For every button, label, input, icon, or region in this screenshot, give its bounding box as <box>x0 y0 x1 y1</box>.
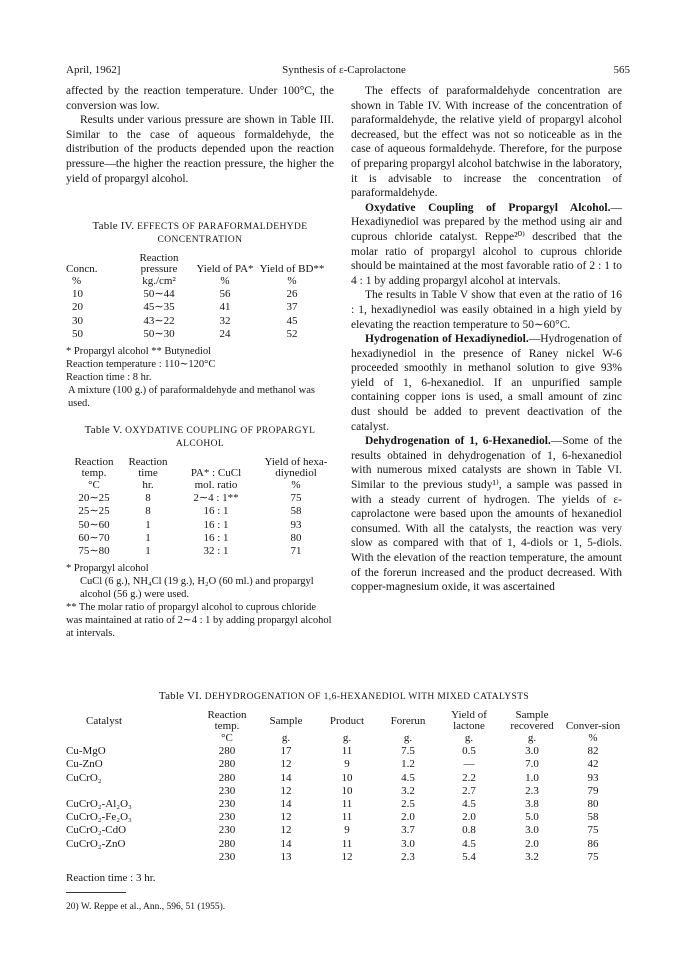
table-iv-col-pressure: Reaction pressure <box>139 252 179 275</box>
table-vi-col-catalyst: Catalyst <box>86 714 123 727</box>
table-cell: 9 <box>344 824 350 837</box>
table-cell: 2.2 <box>462 771 476 784</box>
table-iv <box>66 253 326 341</box>
right-paragraph-4 <box>351 332 622 434</box>
table-cell: CuCrO₂-CdO <box>66 824 127 837</box>
table-cell: 3.8 <box>525 798 539 811</box>
right-paragraph-3: The results in Table V show that even at the ratio of 16 : 1, hexadiynediol was easily obtained in a high yield by elevating the reaction temperature to 50∼60°C. <box>351 289 622 331</box>
table-cell: 2.0 <box>525 837 539 850</box>
table-vi-col-temp: Reaction temp. <box>207 709 247 732</box>
table-cell: 12 <box>280 824 292 837</box>
table-cell: 11 <box>341 798 353 811</box>
table-row <box>66 798 622 811</box>
table-row <box>66 328 326 341</box>
table-cell: CuCrO₂-Fe₂O₃ <box>66 811 132 824</box>
table-cell: 280 <box>218 745 236 758</box>
table-row <box>66 758 622 771</box>
section-heading-dehydrogenation: Dehydrogenation of 1, 6-Hexanediol. <box>365 435 551 448</box>
table-iv-unit: % <box>220 275 230 287</box>
table-cell: 5.0 <box>525 811 539 824</box>
table-cell: 20∼25 <box>78 492 110 505</box>
table-vi-unit: g. <box>342 732 352 744</box>
table-cell: 7.0 <box>525 758 539 771</box>
table-cell: 75 <box>587 850 599 863</box>
table-cell: Cu-ZnO <box>66 758 103 771</box>
table-cell: 32 : 1 <box>203 545 229 558</box>
table-cell: 30 <box>72 314 83 327</box>
table-row <box>66 811 622 824</box>
table-cell: 20 <box>72 301 83 314</box>
table-cell: 1 <box>145 531 151 544</box>
table-cell: 41 <box>219 301 231 314</box>
table-iv-col-pa: Yield of PA* <box>196 263 254 275</box>
table-cell: 0.8 <box>462 824 476 837</box>
table-cell: 3.7 <box>401 824 415 837</box>
table-cell: 4.5 <box>462 837 476 850</box>
table-cell: 32 <box>219 314 231 327</box>
table-cell: 5.4 <box>462 850 476 863</box>
running-header-title: Synthesis of ε-Caprolactone <box>282 64 406 76</box>
table-v-label: Table V. <box>84 424 123 436</box>
table-vi-block <box>66 690 622 885</box>
table-cell: 11 <box>341 745 353 758</box>
table-cell: 3.0 <box>525 745 539 758</box>
table-cell: 8 <box>145 505 151 518</box>
table-v-header-row <box>66 457 334 479</box>
table-vi-unit: g. <box>403 732 413 744</box>
table-iv-caption: EFFECTS OF PARAFORMALDEHYDE CONCENTRATION <box>137 222 308 245</box>
table-v-col-temp: Reaction temp. <box>74 456 114 479</box>
table-cell: 12 <box>280 811 292 824</box>
table-iv-units-row <box>66 275 326 288</box>
table-row <box>66 519 334 532</box>
table-cell: 0.5 <box>462 745 476 758</box>
table-cell: 1.2 <box>401 758 415 771</box>
table-cell: 14 <box>280 837 292 850</box>
table-cell: 80 <box>587 798 599 811</box>
table-cell: 16 : 1 <box>203 505 229 518</box>
table-vi-note: Reaction time : 3 hr. <box>66 872 156 885</box>
table-v-note: * Propargyl alcohol <box>66 563 149 575</box>
table-row <box>66 301 326 314</box>
table-cell: 75 <box>290 492 302 505</box>
table-cell: 24 <box>219 327 231 340</box>
right-column-text <box>351 84 622 595</box>
table-cell: CuCrO₂-ZnO <box>66 837 126 850</box>
left-paragraph-2: Results under various pressure are shown in Table III. Similar to the case of aqueous formaldehyde, the distribution of the products depended upon the reaction pressure—the higher the reaction pressure, the higher the yield of propargyl alcohol. <box>66 114 334 185</box>
table-cell: 2.3 <box>401 850 415 863</box>
table-cell: 9 <box>344 758 350 771</box>
table-cell: 45∼35 <box>143 301 175 314</box>
table-cell: 230 <box>218 850 236 863</box>
table-v-caption: OXYDATIVE COUPLING OF PROPARGYL ALCOHOL <box>125 426 316 449</box>
table-cell: 93 <box>587 771 599 784</box>
table-cell: 45 <box>286 314 298 327</box>
table-cell: 25∼25 <box>78 505 110 518</box>
table-cell: 3.0 <box>401 837 415 850</box>
table-cell: 58 <box>587 811 599 824</box>
running-header-date: April, 1962] <box>66 64 121 76</box>
table-cell: 86 <box>587 837 599 850</box>
table-vi-unit <box>66 732 198 745</box>
table-cell <box>66 785 198 798</box>
section-heading-coupling: Oxydative Coupling of Propargyl Alcohol. <box>365 201 611 214</box>
table-iv-label: Table IV. <box>92 220 135 232</box>
table-cell: 2.3 <box>525 784 539 797</box>
section-heading-hydrogenation: Hydrogenation of Hexadiynediol. <box>365 333 529 346</box>
table-v-unit: °C <box>88 479 100 491</box>
table-cell <box>66 851 198 864</box>
table-cell: 230 <box>218 811 236 824</box>
table-cell: 93 <box>290 518 302 531</box>
table-vi-unit: °C <box>221 732 233 744</box>
right-paragraph-1: The effects of paraformaldehyde concentration are shown in Table IV. With increase of the concentration of paraformaldehyde, the relative yield of propargyl alcohol decreased, but the effect was not so noticeable as in the case of aqueous formaldehyde. Therefore, for the purpose of preparing propargyl alcohol batchwise in the laboratory, it is advisable to increase the concentration of paraformaldehyde. <box>351 85 622 200</box>
right-paragraph-5 <box>351 434 622 595</box>
table-cell: 12 <box>341 850 353 863</box>
table-cell: 10 <box>72 288 83 301</box>
table-cell: 3.0 <box>525 824 539 837</box>
footnote-rule <box>66 892 126 893</box>
table-cell: 58 <box>290 505 302 518</box>
right-paragraph-4-body: —Hydrogenation of hexadiynediol in the presence of Raney nickel W-6 proceeded smoothly in methanol solution to give 93% yield of 1, 6-hexanediol. If an unpurified sample containing copper ions is used, a small amount of zinc dust should be added to prevent deactivation of the catalyst. <box>351 333 622 433</box>
table-cell: 12 <box>280 784 292 797</box>
table-vi-header-row <box>66 710 622 732</box>
left-column-text <box>66 84 334 186</box>
table-cell: 4.5 <box>462 798 476 811</box>
table-iv-unit: % <box>287 275 297 287</box>
table-cell: 50∼30 <box>143 327 175 340</box>
table-v-col-ratio: PA* : CuCl <box>190 467 242 479</box>
table-cell: 43∼22 <box>143 314 175 327</box>
table-cell: 280 <box>218 771 236 784</box>
table-cell: 50∼60 <box>78 518 110 531</box>
table-cell: 37 <box>286 301 298 314</box>
table-iv-title <box>66 220 334 247</box>
table-cell: 52 <box>286 327 298 340</box>
table-cell: 8 <box>145 492 151 505</box>
table-row <box>66 772 622 785</box>
table-iv-unit: kg./cm² <box>142 275 176 287</box>
table-row <box>66 545 334 558</box>
table-vi-unit: g. <box>464 732 474 744</box>
table-cell: 10 <box>341 771 353 784</box>
table-cell: 2.0 <box>401 811 415 824</box>
table-cell: 11 <box>341 811 353 824</box>
table-cell: 230 <box>218 784 236 797</box>
table-cell: 2.7 <box>462 784 476 797</box>
table-cell: 42 <box>587 758 599 771</box>
table-iv-notes <box>66 345 334 410</box>
table-vi-col-recovered: Sample recovered <box>510 709 554 732</box>
table-iv-note: * Propargyl alcohol ** Butynediol <box>66 346 212 358</box>
table-vi-label: Table VI. <box>158 690 202 702</box>
table-cell: 2∼4 : 1** <box>193 492 239 505</box>
table-cell: 82 <box>587 745 599 758</box>
table-cell: 50∼44 <box>143 288 175 301</box>
table-v-block <box>66 424 334 640</box>
table-vi-col-lactone: Yield of lactone <box>451 709 487 732</box>
table-row <box>66 532 334 545</box>
table-row <box>66 745 622 758</box>
table-iv-col-bd: Yield of BD** <box>259 263 325 275</box>
table-cell: 75 <box>587 824 599 837</box>
table-iv-block <box>66 220 334 410</box>
table-cell: 280 <box>218 837 236 850</box>
table-cell: 26 <box>286 288 298 301</box>
table-v <box>66 457 334 558</box>
table-cell: 16 : 1 <box>203 531 229 544</box>
table-cell: 2.0 <box>462 811 476 824</box>
right-paragraph-2-body: —Hexadiynediol was prepared by the method using air and cuprous chloride catalyst. Reppe²⁰⁾ described that the molar ratio of propargyl alcohol to cuprous chloride should be maintained at the most favorable ratio of 2 : 1 to 4 : 1 by adding propargyl alcohol at intervals. <box>351 201 622 287</box>
table-vi-unit: % <box>588 732 598 744</box>
table-cell: 14 <box>280 771 292 784</box>
page-number: 565 <box>613 64 630 76</box>
table-row <box>66 315 326 328</box>
table-cell: 14 <box>280 798 292 811</box>
table-cell: 12 <box>280 758 292 771</box>
table-cell: 17 <box>280 745 292 758</box>
table-vi-col-conversion: Conver-sion <box>565 720 621 732</box>
table-cell: 3.2 <box>401 784 415 797</box>
table-cell: 230 <box>218 798 236 811</box>
table-vi-col-sample: Sample <box>269 714 303 727</box>
table-v-unit: hr. <box>142 479 154 491</box>
table-cell: 75∼80 <box>78 545 110 558</box>
table-row <box>66 785 622 798</box>
right-paragraph-5-body: —Some of the results obtained in dehydrogenation of 1, 6-hexanediol with numerous mixed catalysts are shown in Table VI. Similar to the previous study¹⁾, a sample was passed in with a steady current of hydrogen. The yields of ε-caprolactone were based upon the amounts of hexanediol consumed. With all the catalysts, the reaction was very slow as compared with that of 1, 4-diols or 1, 5-diols. With the elevation of the reaction temperature, the amount of the forerun increased and the product decreased. With copper-magnesium oxide, it was ascertained <box>351 435 622 594</box>
table-vi-units-row <box>66 732 622 745</box>
table-cell: CuCrO₂-Al₂O₃ <box>66 798 132 811</box>
table-row <box>66 492 334 505</box>
table-cell: — <box>463 758 475 771</box>
table-row <box>66 838 622 851</box>
table-cell: 13 <box>280 850 292 863</box>
table-cell: 7.5 <box>401 745 415 758</box>
table-cell: Cu-MgO <box>66 745 106 758</box>
table-cell: 280 <box>218 758 236 771</box>
table-iv-note: Reaction temperature : 110∼120°C <box>66 359 216 371</box>
table-cell: 1 <box>145 545 151 558</box>
table-cell: 16 : 1 <box>203 518 229 531</box>
table-v-note: ** The molar ratio of propargyl alcohol to cuprous chloride was maintained at ratio of 2∼4 : 1 by adding propargyl alcohol at intervals. <box>66 602 332 640</box>
table-vi <box>66 710 622 864</box>
table-v-units-row <box>66 479 334 492</box>
table-cell: 4.5 <box>401 771 415 784</box>
table-vi-col-product: Product <box>329 714 365 727</box>
table-row <box>66 505 334 518</box>
table-cell: 56 <box>219 288 231 301</box>
table-iv-note: A mixture (100 g.) of paraformaldehyde and methanol was used. <box>68 385 315 410</box>
left-paragraph-1: affected by the reaction temperature. Under 100°C, the conversion was low. <box>66 85 334 112</box>
table-cell: 60∼70 <box>78 531 110 544</box>
table-iv-header-row <box>66 253 326 275</box>
table-v-col-yield: Yield of hexa-diynediol <box>264 456 328 479</box>
table-cell: 79 <box>587 784 599 797</box>
table-cell: 10 <box>341 784 353 797</box>
table-v-col-time: Reaction time <box>128 456 168 479</box>
table-v-note: CuCl (6 g.), NH₄Cl (19 g.), H₂O (60 ml.) and propargyl alcohol (56 g.) were used. <box>80 576 314 601</box>
table-row <box>66 851 622 864</box>
table-vi-unit: g. <box>527 732 537 744</box>
table-cell: 50 <box>72 327 83 340</box>
table-iv-note: Reaction time : 8 hr. <box>66 372 152 384</box>
table-cell: CuCrO₂ <box>66 771 102 784</box>
table-cell: 1.0 <box>525 771 539 784</box>
table-cell: 2.5 <box>401 798 415 811</box>
table-vi-title <box>66 690 622 704</box>
table-row <box>66 288 326 301</box>
table-cell: 230 <box>218 824 236 837</box>
table-iv-col-concn: Concn. <box>66 263 98 275</box>
right-paragraph-2 <box>351 201 622 289</box>
table-cell: 11 <box>341 837 353 850</box>
table-row <box>66 824 622 837</box>
table-v-unit: mol. ratio <box>194 479 238 491</box>
table-cell: 3.2 <box>525 850 539 863</box>
table-iv-unit: % <box>72 275 82 287</box>
footnote: 20) W. Reppe et al., Ann., 596, 51 (1955). <box>66 902 226 912</box>
table-cell: 1 <box>145 518 151 531</box>
table-v-title <box>66 424 334 451</box>
table-vi-col-forerun: Forerun <box>390 714 426 727</box>
table-vi-unit: g. <box>281 732 291 744</box>
table-v-notes <box>66 562 334 640</box>
table-v-unit: % <box>291 479 301 491</box>
table-vi-caption: DEHYDROGENATION OF 1,6-HEXANEDIOL WITH MIXED CATALYSTS <box>204 692 530 702</box>
table-cell: 71 <box>290 545 302 558</box>
table-cell: 80 <box>290 531 302 544</box>
